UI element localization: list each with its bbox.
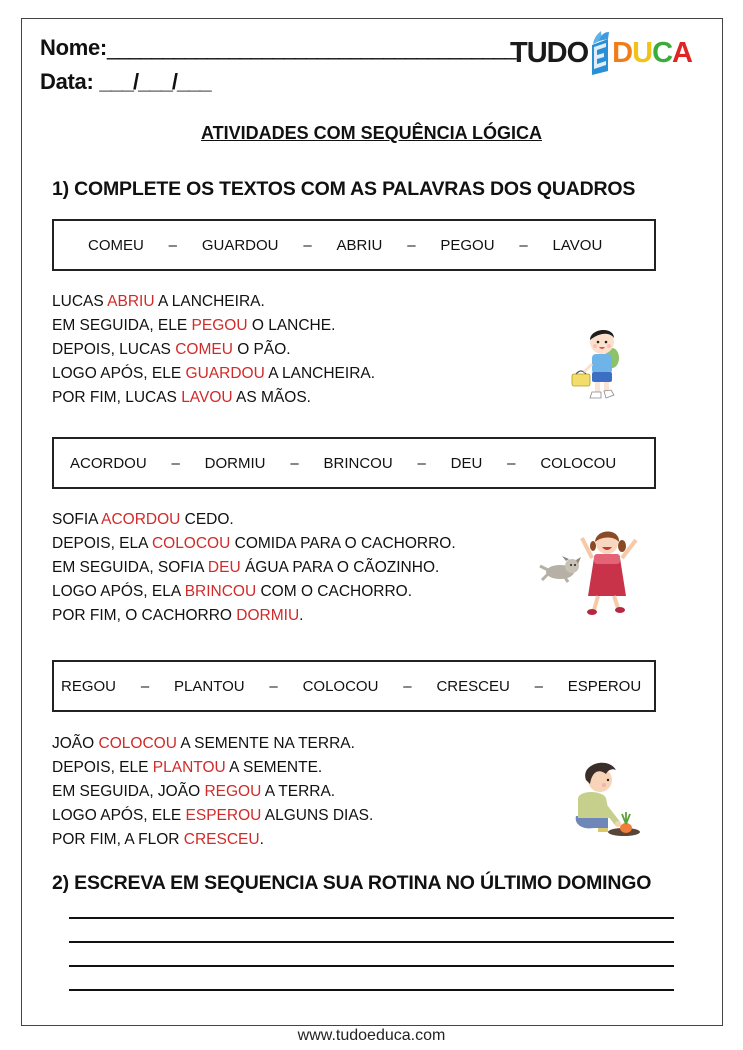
answer-line-1[interactable] — [69, 917, 674, 919]
story-line — [52, 314, 375, 338]
question-1-heading: 1) COMPLETE OS TEXTOS COM AS PALAVRAS DOS QUADROS — [52, 178, 636, 200]
story-text: LOGO APÓS, ELA — [52, 583, 185, 600]
story-text: SOFIA — [52, 511, 102, 528]
answer-word: ESPEROU — [185, 807, 262, 824]
story-text: POR FIM, LUCAS — [52, 389, 182, 406]
story-text: A TERRA. — [261, 783, 336, 800]
separator: – — [171, 454, 180, 472]
word: GUARDOU — [201, 236, 279, 254]
story-line — [52, 338, 375, 362]
word: PEGOU — [440, 236, 495, 254]
answer-word: REGOU — [204, 783, 262, 800]
story-line — [52, 290, 375, 314]
story-text: POR FIM, O CACHORRO — [52, 607, 237, 624]
word: LAVOU — [552, 236, 603, 254]
story-text: LOGO APÓS, ELE — [52, 365, 186, 382]
footer-website[interactable]: www.tudoeduca.com — [297, 1027, 446, 1044]
story-text: . — [299, 607, 304, 624]
logo-letter-a: A — [672, 36, 692, 69]
story-text: A SEMENTE. — [225, 759, 323, 776]
story-text: LOGO APÓS, ELE — [52, 807, 186, 824]
answer-word: COLOCOU — [151, 535, 231, 552]
story-text: DEPOIS, LUCAS — [52, 341, 176, 358]
story-text: O LANCHE. — [247, 317, 336, 334]
word: ABRIU — [336, 236, 383, 254]
word: DORMIU — [204, 454, 266, 472]
date-blank: ___/___/___ — [99, 69, 211, 94]
separator: – — [519, 236, 528, 254]
answer-word: COMEU — [175, 341, 233, 358]
word-box-1 — [52, 219, 656, 271]
word: COLOCOU — [302, 677, 379, 695]
story-text: JOÃO — [52, 735, 99, 752]
answer-word: ACORDOU — [101, 511, 181, 528]
story-text: O PÃO. — [232, 341, 291, 358]
story-2 — [52, 508, 456, 628]
book-e-icon — [589, 31, 611, 75]
story-text: EM SEGUIDA, ELE — [52, 317, 192, 334]
answer-line-2[interactable] — [69, 941, 674, 943]
story-text: COMIDA PARA O CACHORRO. — [230, 535, 456, 552]
story-line — [52, 780, 373, 804]
word-box-2 — [52, 437, 656, 489]
answer-word: PLANTOU — [152, 759, 226, 776]
story-text: A SEMENTE NA TERRA. — [176, 735, 355, 752]
name-label: Nome: — [40, 35, 107, 60]
story-text: EM SEGUIDA, SOFIA — [52, 559, 208, 576]
date-field[interactable] — [40, 69, 211, 95]
separator: – — [140, 677, 150, 695]
answer-word: CRESCEU — [183, 831, 260, 848]
story-text: EM SEGUIDA, JOÃO — [52, 783, 205, 800]
logo-letter-u: U — [632, 36, 653, 69]
word: BRINCOU — [323, 454, 393, 472]
story-3 — [52, 732, 373, 852]
story-line — [52, 804, 373, 828]
answer-word: DORMIU — [236, 607, 300, 624]
answer-word: PEGOU — [191, 317, 248, 334]
boy-planting-illustration — [568, 758, 644, 838]
story-text: DEPOIS, ELA — [52, 535, 152, 552]
word: COMEU — [88, 236, 144, 254]
story-line — [52, 556, 456, 580]
logo-text-tudo: TUDO — [510, 36, 589, 69]
story-text: POR FIM, A FLOR — [52, 831, 184, 848]
word: ACORDOU — [70, 454, 147, 472]
name-field[interactable] — [40, 35, 515, 61]
story-line — [52, 604, 456, 628]
story-text: COM O CACHORRO. — [256, 583, 413, 600]
word: PLANTOU — [174, 677, 245, 695]
story-line — [52, 580, 456, 604]
word: COLOCOU — [540, 454, 617, 472]
answer-word: COLOCOU — [98, 735, 177, 752]
story-text: CEDO. — [180, 511, 234, 528]
separator: – — [269, 677, 278, 695]
story-text: AS MÃOS. — [232, 389, 311, 406]
word: CRESCEU — [436, 677, 510, 695]
story-text: DEPOIS, ELE — [52, 759, 153, 776]
page-title: ATIVIDADES COM SEQUÊNCIA LÓGICA — [200, 123, 542, 143]
story-text: A LANCHEIRA. — [154, 293, 265, 310]
word: REGOU — [61, 677, 117, 695]
girl-with-dog-illustration — [538, 528, 643, 616]
separator: – — [507, 454, 516, 472]
story-text: LUCAS — [52, 293, 108, 310]
separator: – — [417, 454, 426, 472]
answer-line-4[interactable] — [69, 989, 674, 991]
answer-word: LAVOU — [181, 389, 233, 406]
answer-word: GUARDOU — [185, 365, 265, 382]
logo-letter-d: D — [612, 36, 633, 69]
tudoeduca-logo — [510, 28, 692, 78]
story-1 — [52, 290, 375, 410]
word-box-3 — [52, 660, 656, 712]
question-2-heading: 2) ESCREVA EM SEQUENCIA SUA ROTINA NO ÚLTIMO DOMINGO — [52, 872, 652, 894]
story-line — [52, 362, 375, 386]
separator: – — [303, 236, 312, 254]
separator: – — [534, 677, 543, 695]
story-line — [52, 508, 456, 532]
separator: – — [407, 236, 416, 254]
answer-word: DEU — [207, 559, 241, 576]
story-text: ÁGUA PARA O CÃOZINHO. — [240, 559, 440, 576]
answer-word: BRINCOU — [184, 583, 257, 600]
logo-letter-c: C — [652, 36, 673, 69]
story-line — [52, 386, 375, 410]
answer-word: ABRIU — [107, 293, 155, 310]
word: ESPEROU — [567, 677, 642, 695]
answer-line-3[interactable] — [69, 965, 674, 967]
story-text: ALGUNS DIAS. — [261, 807, 374, 824]
story-text: A LANCHEIRA. — [264, 365, 376, 382]
separator: – — [403, 677, 412, 695]
story-line — [52, 532, 456, 556]
boy-with-lunchbox-illustration — [570, 320, 630, 402]
story-line — [52, 732, 373, 756]
name-blank: _____________________________________ — [106, 35, 516, 60]
separator: – — [168, 236, 178, 254]
story-line — [52, 756, 373, 780]
story-line — [52, 828, 373, 852]
word: DEU — [450, 454, 483, 472]
date-label: Data: — [40, 69, 94, 94]
story-text: . — [259, 831, 264, 848]
separator: – — [290, 454, 299, 472]
